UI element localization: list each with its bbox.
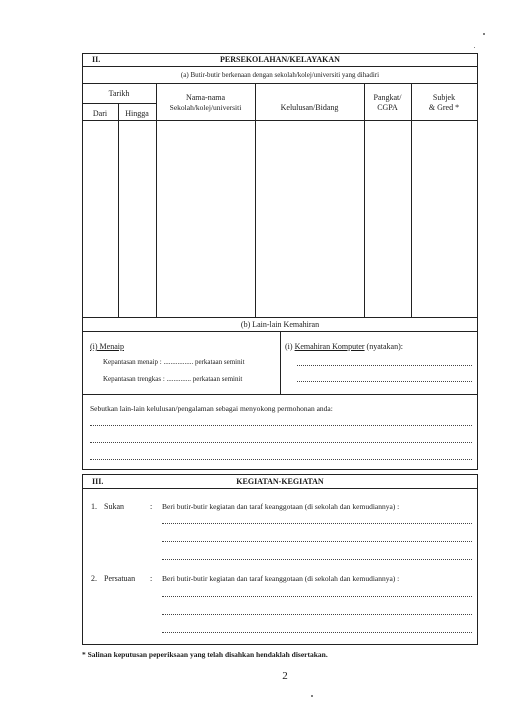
sebutkan-text: Sebutkan lain-lain kelulusan/pengalaman sebagai menyokong permohonan anda: (90, 404, 333, 413)
sebutkan-line-1[interactable] (90, 425, 472, 426)
scan-speck (474, 47, 475, 48)
section-iii-title: KEGIATAN-KEGIATAN (236, 477, 324, 486)
page-number: 2 (282, 670, 288, 682)
header-kelulusan: Kelulusan/Bidang (280, 103, 339, 112)
sebutkan-line-3[interactable] (90, 459, 472, 460)
persatuan-colon: : (150, 574, 153, 583)
cell-pangkat[interactable] (365, 121, 411, 317)
persatuan-line-3[interactable] (162, 632, 472, 633)
header-dari: Dari (92, 109, 108, 118)
persatuan-number: 2. (91, 574, 97, 583)
sebutkan-line-2[interactable] (90, 442, 472, 443)
section-ii-subtitle-b: (b) Lain-lain Kemahiran (240, 320, 320, 329)
section-ii-subtitle-a: (a) Butir-butir berkenaan dengan sekolah/kolej/universiti yang dihadiri (180, 71, 380, 79)
cell-kelulusan[interactable] (256, 121, 364, 317)
header-tarikh: Tarikh (108, 89, 130, 98)
cell-dari[interactable] (83, 121, 118, 317)
persatuan-label: Persatuan (104, 574, 136, 583)
header-subjek-line2: & Gred * (428, 103, 460, 112)
kepantasan-trengkas[interactable]: Kepantasan trengkas : .............. perkataan seminit (103, 375, 243, 383)
scan-speck (483, 33, 485, 35)
header-nama-line2: Sekolah/kolej/universiti (169, 103, 242, 112)
cell-subjek[interactable] (412, 121, 477, 317)
header-nama-line1: Nama-nama (185, 93, 226, 102)
persatuan-line-1[interactable] (162, 596, 472, 597)
sukan-line-3[interactable] (162, 559, 472, 560)
komputer-line-2[interactable] (297, 381, 472, 382)
footnote: * Salinan keputusan peperiksaan yang telah disahkan hendaklah disertakan. (82, 650, 328, 659)
section-ii-title: PERSEKOLAHAN/KELAYAKAN (220, 55, 340, 64)
sukan-instruction: Beri butir-butir kegiatan dan taraf keanggotaan (di sekolah dan kemudiannya) : (162, 502, 400, 511)
section-iii-number: III. (92, 477, 104, 486)
sukan-label: Sukan (104, 502, 124, 511)
section-ii-number: II. (92, 55, 101, 64)
sukan-colon: : (150, 502, 153, 511)
header-subjek-line1: Subjek (432, 93, 456, 102)
cell-hingga[interactable] (119, 121, 156, 317)
header-hingga: Hingga (125, 109, 149, 118)
sukan-number: 1. (91, 502, 97, 511)
komputer-label-prefix: (i) (285, 342, 295, 351)
menaip-label: (i) Menaip (90, 342, 124, 351)
sukan-line-1[interactable] (162, 523, 472, 524)
cell-nama-sekolah[interactable] (157, 121, 255, 317)
komputer-label-underlined: Kemahiran Komputer (294, 342, 365, 351)
komputer-label (285, 342, 403, 351)
header-pangkat-line1: Pangkat/ (373, 93, 402, 102)
sukan-line-2[interactable] (162, 541, 472, 542)
persatuan-instruction: Beri butir-butir kegiatan dan taraf keanggotaan (di sekolah dan kemudiannya) : (162, 574, 400, 583)
kepantasan-menaip[interactable]: Kepantasan menaip : ................. perkataan seminit (103, 358, 245, 366)
komputer-line-1[interactable] (297, 365, 472, 366)
komputer-label-suffix: (nyatakan): (364, 342, 403, 351)
header-pangkat-line2: CGPA (377, 103, 398, 112)
scan-speck (311, 695, 313, 697)
persatuan-line-2[interactable] (162, 614, 472, 615)
